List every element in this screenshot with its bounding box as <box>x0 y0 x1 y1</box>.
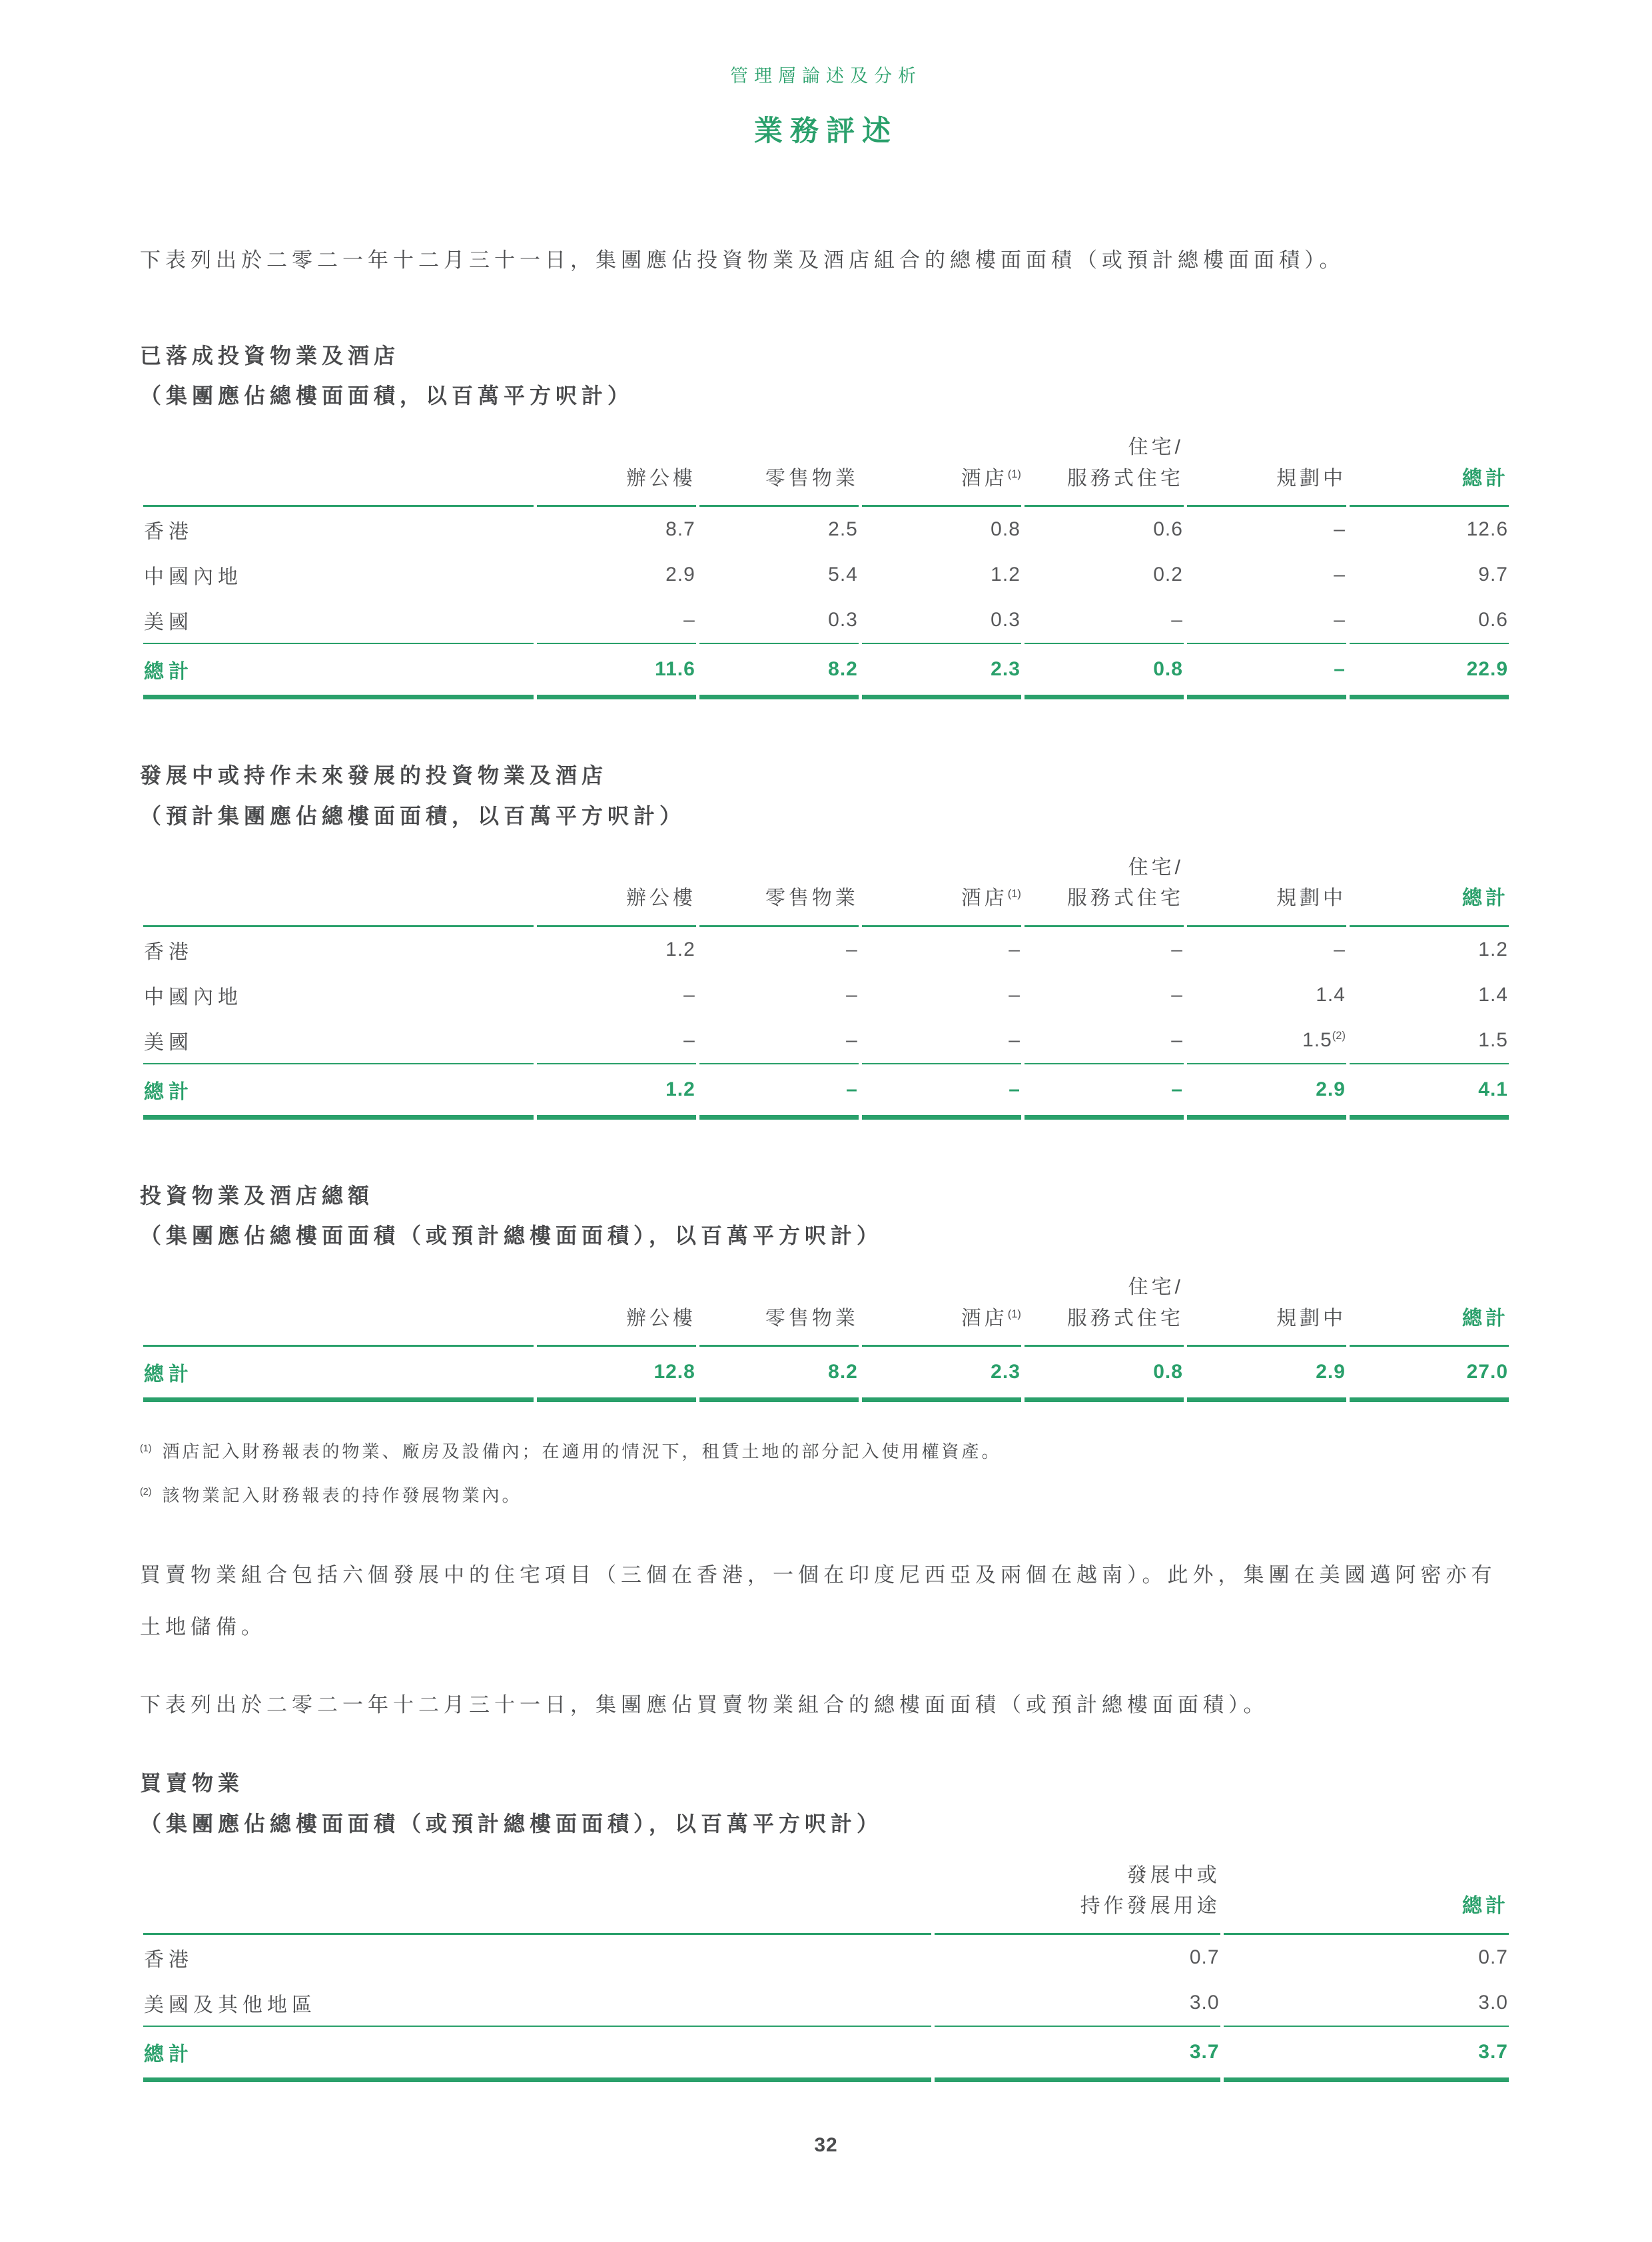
footnote-text: 酒店記入財務報表的物業、廠房及設備內；在適用的情況下，租賃土地的部分記入使用權資產。 <box>162 1441 1002 1462</box>
footnote-1 <box>140 1438 1512 1466</box>
cell-value: 0.6 <box>1478 609 1508 631</box>
footnote-ref: (1) <box>1007 888 1021 901</box>
total-investment-table <box>140 1272 1512 1402</box>
cell-value: 1.2 <box>991 563 1021 586</box>
page-number: 32 <box>814 2134 838 2156</box>
table-row <box>143 972 1509 1018</box>
footnote-marker: (1) <box>140 1443 152 1454</box>
column-header: 酒店$^{(1)}$ <box>862 1272 1021 1347</box>
row-label: 美國及其他地區 <box>144 1994 316 2016</box>
row-label: 總計 <box>143 1063 534 1120</box>
section-subtitle-text: （預計集團應佔總樓面面積，以百萬平方呎計） <box>140 803 686 828</box>
row-label-header <box>143 1272 534 1347</box>
cell-value: – <box>846 1028 858 1051</box>
cell-value: 12.8 <box>537 1347 696 1402</box>
cell-value: 4.1 <box>1350 1063 1509 1120</box>
column-header: 總計 <box>1350 853 1509 927</box>
row-label: 總計 <box>143 643 534 699</box>
cell-value: 3.7 <box>935 2026 1220 2082</box>
footnote-2 <box>140 1482 1512 1510</box>
table-row <box>143 597 1509 643</box>
section-title-text: 投資物業及酒店總額 <box>140 1183 374 1208</box>
table-row <box>143 1018 1509 1063</box>
table-row <box>143 552 1509 597</box>
row-label: 香港 <box>144 521 193 544</box>
footnote-ref: (1) <box>1007 1308 1021 1320</box>
row-label: 香港 <box>144 1948 193 1971</box>
section-title-text: 發展中或持作未來發展的投資物業及酒店 <box>140 763 608 788</box>
cell-value: – <box>1187 643 1346 699</box>
table-row <box>143 1935 1509 1980</box>
cell-value: 2.3 <box>862 1347 1021 1402</box>
column-header: 規劃中 <box>1187 432 1346 507</box>
footnote-ref: (2) <box>1332 1029 1346 1042</box>
cell-value: 0.3 <box>828 609 858 631</box>
total-row <box>143 1063 1509 1120</box>
column-header: 酒店$^{(1)}$ <box>862 432 1021 507</box>
cell-value: 0.8 <box>1025 1347 1184 1402</box>
cell-value: 2.3 <box>862 643 1021 699</box>
page-content <box>0 234 1652 2082</box>
row-label: 總計 <box>143 2026 931 2082</box>
section-under-development <box>140 755 1512 1120</box>
cell-value: – <box>1009 938 1021 960</box>
cell-value: – <box>683 609 695 631</box>
cell-value: 2.9 <box>665 563 695 586</box>
total-row <box>143 2026 1509 2082</box>
row-label: 中國內地 <box>144 566 242 589</box>
section-trading-properties <box>140 1763 1512 2082</box>
document-header <box>0 0 1652 149</box>
cell-value: – <box>1334 938 1346 960</box>
footnotes <box>140 1438 1512 1509</box>
cell-value: 0.7 <box>1189 1946 1220 1968</box>
cell-value: 12.6 <box>1466 518 1508 541</box>
cell-value: – <box>846 938 858 960</box>
cell-value: 3.7 <box>1224 2026 1509 2082</box>
cell-value: – <box>1009 983 1021 1006</box>
cell-value: – <box>1009 1028 1021 1051</box>
row-label: 美國 <box>144 611 193 634</box>
section-subtitle-text: （集團應佔總樓面面積，以百萬平方呎計） <box>140 384 634 408</box>
cell-value: 8.2 <box>699 1347 859 1402</box>
section-heading <box>140 1176 1512 1257</box>
cell-value: 0.8 <box>1025 643 1184 699</box>
cell-value: 5.4 <box>828 563 858 586</box>
cell-value: 8.7 <box>665 518 695 541</box>
cell-value: – <box>1025 1063 1184 1120</box>
section-heading <box>140 336 1512 417</box>
cell-value: 3.0 <box>1478 1991 1508 2014</box>
page-title: 業務評述 <box>754 115 898 147</box>
cell-value: 0.8 <box>991 518 1021 541</box>
table-header-row <box>143 853 1509 927</box>
footnote-ref: (1) <box>1007 468 1021 480</box>
section-subtitle-text: （集團應佔總樓面面積（或預計總樓面面積），以百萬平方呎計） <box>140 1811 883 1836</box>
column-header: 規劃中 <box>1187 853 1346 927</box>
cell-value: 1.4 <box>1316 983 1346 1006</box>
footnote-text: 該物業記入財務報表的持作發展物業內。 <box>162 1485 522 1505</box>
row-label-header <box>143 853 534 927</box>
total-row <box>143 643 1509 699</box>
cell-value: 2.9 <box>1187 1347 1346 1402</box>
cell-value: – <box>846 983 858 1006</box>
cell-value: – <box>1171 938 1183 960</box>
column-header: 辦公樓 <box>537 853 696 927</box>
cell-value: – <box>1171 1028 1183 1051</box>
row-label: 美國 <box>144 1031 193 1054</box>
cell-value: 3.0 <box>1189 1991 1220 2014</box>
row-label-header <box>143 432 534 507</box>
cell-value: 11.6 <box>537 643 696 699</box>
intro-paragraph-investment: 下表列出於二零二一年十二月三十一日，集團應佔投資物業及酒店組合的總樓面面積（或預計總樓面面積）。 <box>140 248 1345 272</box>
cell-value: 27.0 <box>1350 1347 1509 1402</box>
cell-value: 1.2 <box>1478 938 1508 960</box>
table-row <box>143 507 1509 552</box>
table-header-row <box>143 1860 1509 1935</box>
column-header: 住宅/ 服務式住宅 <box>1025 1272 1184 1347</box>
column-header: 總計 <box>1350 1272 1509 1347</box>
cell-value: – <box>683 983 695 1006</box>
section-title-text: 已落成投資物業及酒店 <box>140 343 400 368</box>
column-header: 酒店$^{(1)}$ <box>862 853 1021 927</box>
cell-value: 8.2 <box>699 643 859 699</box>
cell-value: – <box>1334 609 1346 631</box>
row-label-header <box>143 1860 931 1935</box>
cell-value: 9.7 <box>1478 563 1508 586</box>
cell-value: – <box>699 1063 859 1120</box>
cell-value: – <box>683 1028 695 1051</box>
intro-paragraph-trading: 下表列出於二零二一年十二月三十一日，集團應佔買賣物業組合的總樓面面積（或預計總樓面面積）。 <box>140 1693 1269 1717</box>
column-header: 辦公樓 <box>537 1272 696 1347</box>
section-subtitle-text: （集團應佔總樓面面積（或預計總樓面面積），以百萬平方呎計） <box>140 1224 883 1248</box>
under-development-table <box>140 853 1512 1120</box>
table-row <box>143 1980 1509 2026</box>
cell-value: 2.9 <box>1187 1063 1346 1120</box>
cell-value: – <box>862 1063 1021 1120</box>
section-total-investment <box>140 1176 1512 1403</box>
cell-value: 0.2 <box>1153 563 1183 586</box>
table-header-row <box>143 1272 1509 1347</box>
cell-value: 1.2 <box>537 1063 696 1120</box>
cell-value: 0.6 <box>1153 518 1183 541</box>
column-header: 辦公樓 <box>537 432 696 507</box>
table-header-row <box>143 432 1509 507</box>
total-row <box>143 1347 1509 1402</box>
completed-properties-table <box>140 432 1512 699</box>
cell-value: 1.5$^{(2)}$ <box>1302 1028 1346 1051</box>
cell-value: 22.9 <box>1350 643 1509 699</box>
row-label: 總計 <box>143 1347 534 1402</box>
cell-value: 1.4 <box>1478 983 1508 1006</box>
trading-properties-table <box>140 1860 1512 2082</box>
footnote-marker: (2) <box>140 1487 152 1498</box>
cell-value: – <box>1171 983 1183 1006</box>
column-header: 零售物業 <box>699 853 859 927</box>
column-header: 總計 <box>1224 1860 1509 1935</box>
cell-value: 0.7 <box>1478 1946 1508 1968</box>
section-completed-properties <box>140 336 1512 700</box>
cell-value: – <box>1334 563 1346 586</box>
table-row <box>143 927 1509 972</box>
cell-value: 1.2 <box>665 938 695 960</box>
column-header: 住宅/ 服務式住宅 <box>1025 432 1184 507</box>
row-label: 香港 <box>144 940 193 963</box>
row-label: 中國內地 <box>144 986 242 1008</box>
section-title-text: 買賣物業 <box>140 1770 244 1795</box>
header-eyebrow: 管理層論述及分析 <box>730 66 922 86</box>
cell-value: – <box>1334 518 1346 541</box>
column-header: 住宅/ 服務式住宅 <box>1025 853 1184 927</box>
trading-portfolio-paragraph: 買賣物業組合包括六個發展中的住宅項目（三個在香港，一個在印度尼西亞及兩個在越南）。此外，集團在美國邁阿密亦有土地儲備。 <box>140 1563 1497 1639</box>
column-header: 發展中或 持作發展用途 <box>935 1860 1220 1935</box>
cell-value: – <box>1171 609 1183 631</box>
cell-value: 0.3 <box>991 609 1021 631</box>
cell-value: 2.5 <box>828 518 858 541</box>
column-header: 總計 <box>1350 432 1509 507</box>
column-header: 規劃中 <box>1187 1272 1346 1347</box>
section-heading <box>140 1763 1512 1844</box>
column-header: 零售物業 <box>699 1272 859 1347</box>
column-header: 零售物業 <box>699 432 859 507</box>
cell-value: 1.5 <box>1478 1028 1508 1051</box>
section-heading <box>140 755 1512 837</box>
